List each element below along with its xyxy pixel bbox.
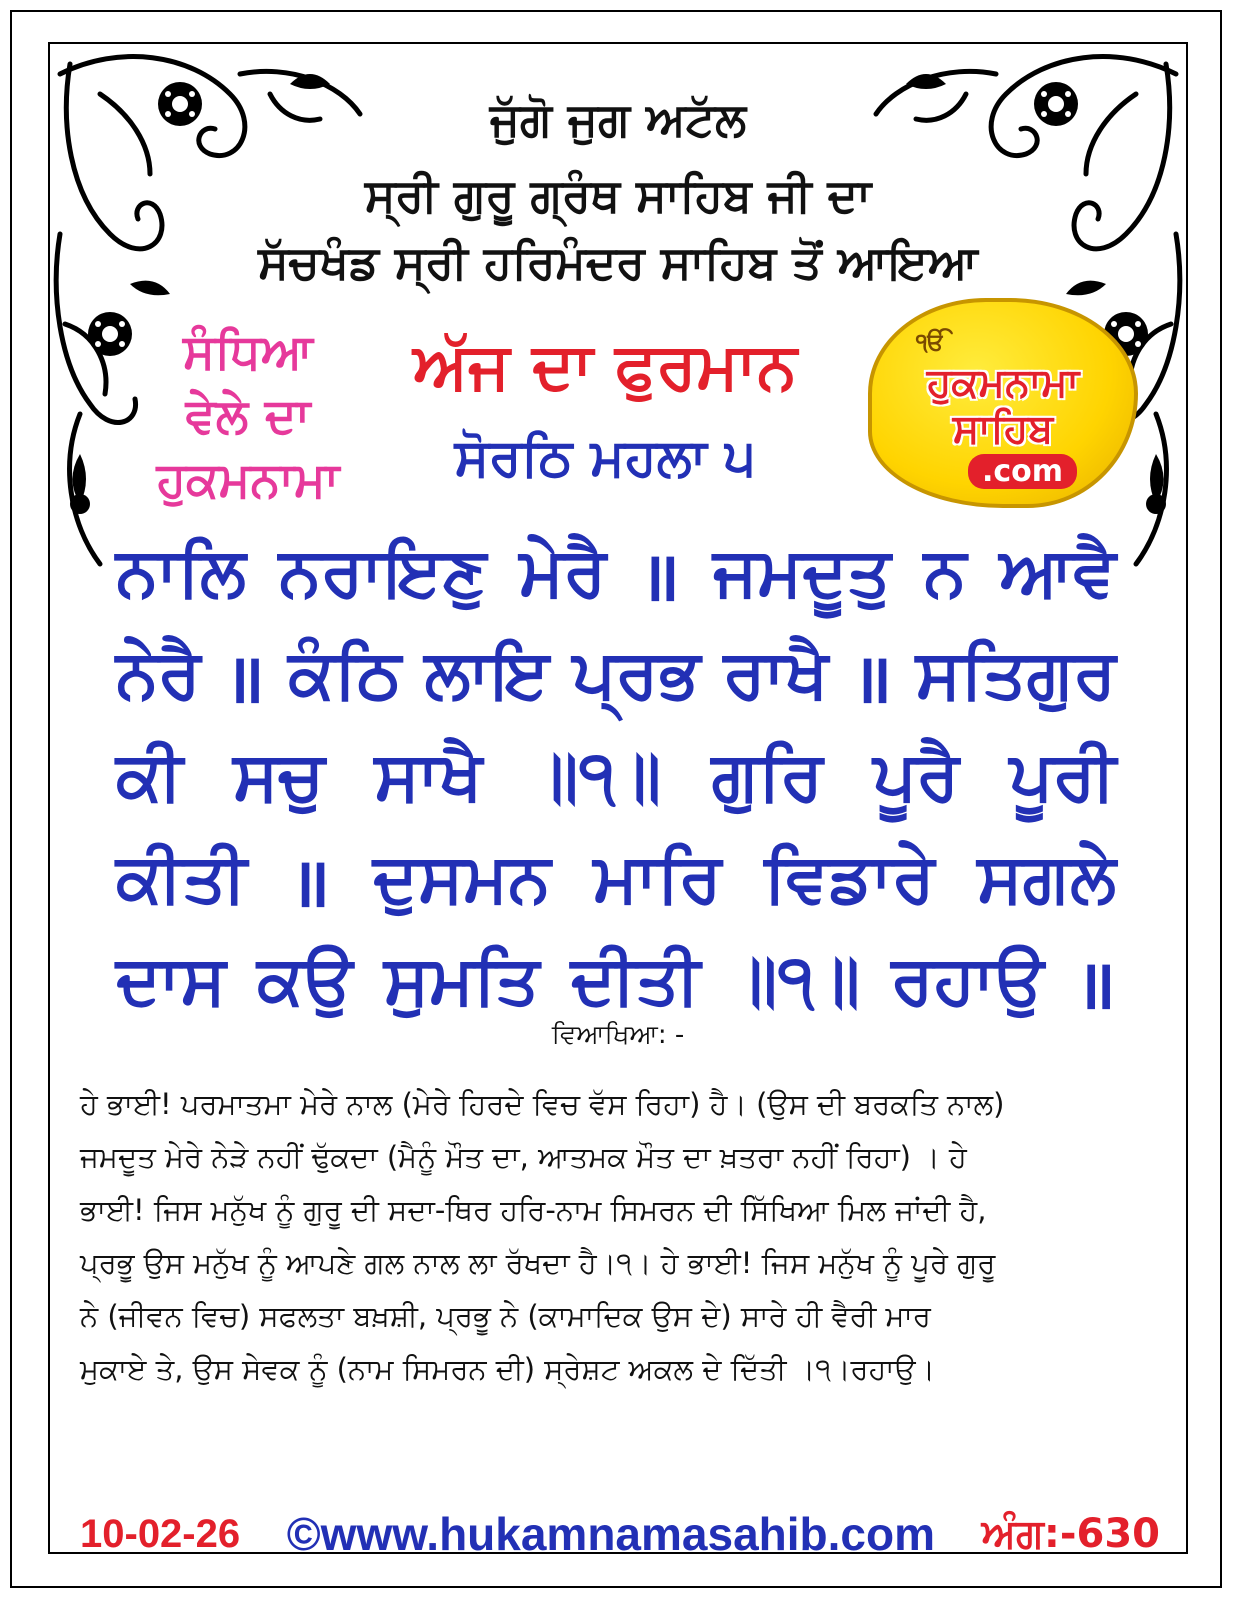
evening-label-line-1: ਸੰਧਿਆ	[183, 324, 313, 380]
gurbani-word: ਦਾਸ	[116, 941, 226, 1020]
gurbani-text	[116, 522, 1116, 1032]
gurbani-line	[116, 828, 1116, 930]
gurbani-word: ਰਾਖੈ	[723, 635, 829, 714]
explanation-line: ਹੇ ਭਾਈ! ਪਰਮਾਤਮਾ ਮੇਰੇ ਨਾਲ (ਮੇਰੇ ਹਿਰਦੇ ਵਿਚ ਵੱਸ ਰਿਹਾ) ਹੈ। (ਉਸ ਦੀ ਬਰਕਤਿ ਨਾਲ)	[80, 1087, 1005, 1121]
gurbani-word: ਲਾਇ	[424, 635, 550, 714]
gurbani-word: ਮਾਰਿ	[593, 839, 722, 918]
gurbani-word: ॥	[289, 843, 331, 923]
gurbani-word: ਸਚੁ	[233, 737, 325, 816]
gurbani-word: ਸੁਮਤਿ	[383, 941, 540, 1020]
gurbani-word: ਪ੍ਰਭ	[572, 635, 701, 714]
gurbani-word: ਨੇਰੈ	[116, 635, 201, 714]
explanation-line: ਮੁਕਾਏ ਤੇ, ਉਸ ਸੇਵਕ ਨੂੰ (ਨਾਮ ਸਿਮਰਨ ਦੀ) ਸ੍ਰੇਸ਼ਟ ਅਕਲ ਦੇ ਦਿੱਤੀ ।੧।ਰਹਾਉ।	[80, 1352, 936, 1386]
ek-onkar-icon: ੴ	[916, 328, 946, 356]
gurbani-word: ਦੁਸਮਨ	[373, 839, 551, 918]
gurbani-word: ॥	[224, 639, 265, 719]
gurbani-word: ਕੰਠਿ	[288, 635, 402, 714]
gurbani-word: ਕੀ	[116, 737, 183, 816]
logo-domain: .com	[968, 454, 1077, 489]
gurbani-line	[116, 930, 1116, 1032]
gurbani-word: ਕੀਤੀ	[116, 839, 247, 918]
gurbani-word: ਪੂਰੀ	[1009, 737, 1116, 816]
gurbani-word: ॥	[851, 639, 893, 719]
gurbani-word: ਸਾਖੈ	[374, 737, 483, 816]
gurbani-word: ਆਵੈ	[999, 533, 1116, 612]
gurbani-word: ॥	[639, 537, 681, 617]
gurbani-word: ਰਹਾਉ	[891, 941, 1044, 1020]
evening-label-line-2: ਵੇਲੇ ਦਾ	[185, 388, 311, 444]
gurbani-word: ਸਤਿਗੁਰ	[915, 635, 1116, 714]
gurbani-line	[116, 726, 1116, 828]
header-line-2: ਸ੍ਰੀ ਗੁਰੂ ਗ੍ਰੰਥ ਸਾਹਿਬ ਜੀ ਦਾ	[364, 168, 872, 222]
today-title: ਅੱਜ ਦਾ ਫੁਰਮਾਨ	[413, 330, 797, 404]
evening-label-line-3: ਹੁਕਮਨਾਮਾ	[156, 452, 340, 508]
gurbani-word: ਵਿਡਾਰੇ	[764, 839, 935, 918]
explanation-heading: ਵਿਆਖਿਆ: -	[551, 1020, 685, 1050]
gurbani-word: ਨਰਾਇਣੁ	[278, 533, 487, 612]
gurbani-word: ਗੁਰਿ	[711, 737, 823, 816]
gurbani-word: ॥	[1075, 945, 1116, 1025]
gurbani-word: ਮੇਰੈ	[519, 533, 607, 612]
header-line-1: ਜੁੱਗੋ ਜੁਗ ਅਟੱਲ	[489, 92, 747, 146]
gurbani-word: ਕਉ	[257, 941, 353, 1020]
evening-hukamnama-label	[118, 320, 378, 512]
explanation-line: ਪ੍ਰਭੂ ਉਸ ਮਨੁੱਖ ਨੂੰ ਆਪਣੇ ਗਲ ਨਾਲ ਲਾ ਰੱਖਦਾ ਹੈ।੧। ਹੇ ਭਾਈ! ਜਿਸ ਮਨੁੱਖ ਨੂੰ ਪੂਰੇ ਗੁਰੂ	[80, 1246, 996, 1280]
footer-date: 10-02-26	[80, 1511, 241, 1556]
raag-heading: ਸੋਰਠਿ ਮਹਲਾ ੫	[454, 428, 756, 488]
gurbani-word: ਦੀਤੀ	[570, 941, 701, 1020]
gurbani-word: ਨ	[923, 533, 967, 612]
logo-text-line-1: ਹੁਕਮਨਾਮਾ	[926, 360, 1080, 406]
site-logo	[868, 298, 1138, 508]
gurbani-word: ਨਾਲਿ	[116, 533, 246, 612]
explanation-text	[80, 1078, 1160, 1396]
gurbani-word: ਪੂਰੈ	[873, 737, 960, 816]
footer-ang-number: ਅੰਗ:-630	[981, 1511, 1160, 1557]
explanation-line: ਜਮਦੂਤ ਮੇਰੇ ਨੇੜੇ ਨਹੀਂ ਢੁੱਕਦਾ (ਮੈਨੂੰ ਮੌਤ ਦਾ, ਆਤਮਕ ਮੌਤ ਦਾ ਖ਼ਤਰਾ ਨਹੀਂ ਰਿਹਾ) । ਹੇ	[80, 1140, 967, 1174]
gurbani-word: ॥੧॥	[731, 941, 861, 1020]
footer-website-link[interactable]: ©www.hukamnamasahib.com	[286, 1508, 936, 1560]
gurbani-line	[116, 522, 1116, 624]
explanation-line: ਨੇ (ਜੀਵਨ ਵਿਚ) ਸਫਲਤਾ ਬਖ਼ਸ਼ੀ, ਪ੍ਰਭੂ ਨੇ (ਕਾਮਾਦਿਕ ਉਸ ਦੇ) ਸਾਰੇ ਹੀ ਵੈਰੀ ਮਾਰ	[80, 1299, 931, 1333]
gurbani-line	[116, 624, 1116, 726]
gurbani-word: ਸਗਲੇ	[977, 839, 1116, 918]
gurbani-word: ਜਮਦੂਤੁ	[713, 533, 891, 612]
explanation-line: ਭਾਈ! ਜਿਸ ਮਨੁੱਖ ਨੂੰ ਗੁਰੂ ਦੀ ਸਦਾ-ਥਿਰ ਹਰਿ-ਨਾਮ ਸਿਮਰਨ ਦੀ ਸਿੱਖਿਆ ਮਿਲ ਜਾਂਦੀ ਹੈ,	[80, 1193, 987, 1227]
gurbani-word: ॥੧॥	[532, 737, 662, 816]
header-line-3: ਸੱਚਖੰਡ ਸ੍ਰੀ ਹਰਿਮੰਦਰ ਸਾਹਿਬ ਤੋਂ ਆਇਆ	[258, 235, 978, 289]
logo-text-line-2: ਸਾਹਿਬ	[952, 406, 1054, 452]
footer	[80, 1502, 1160, 1566]
